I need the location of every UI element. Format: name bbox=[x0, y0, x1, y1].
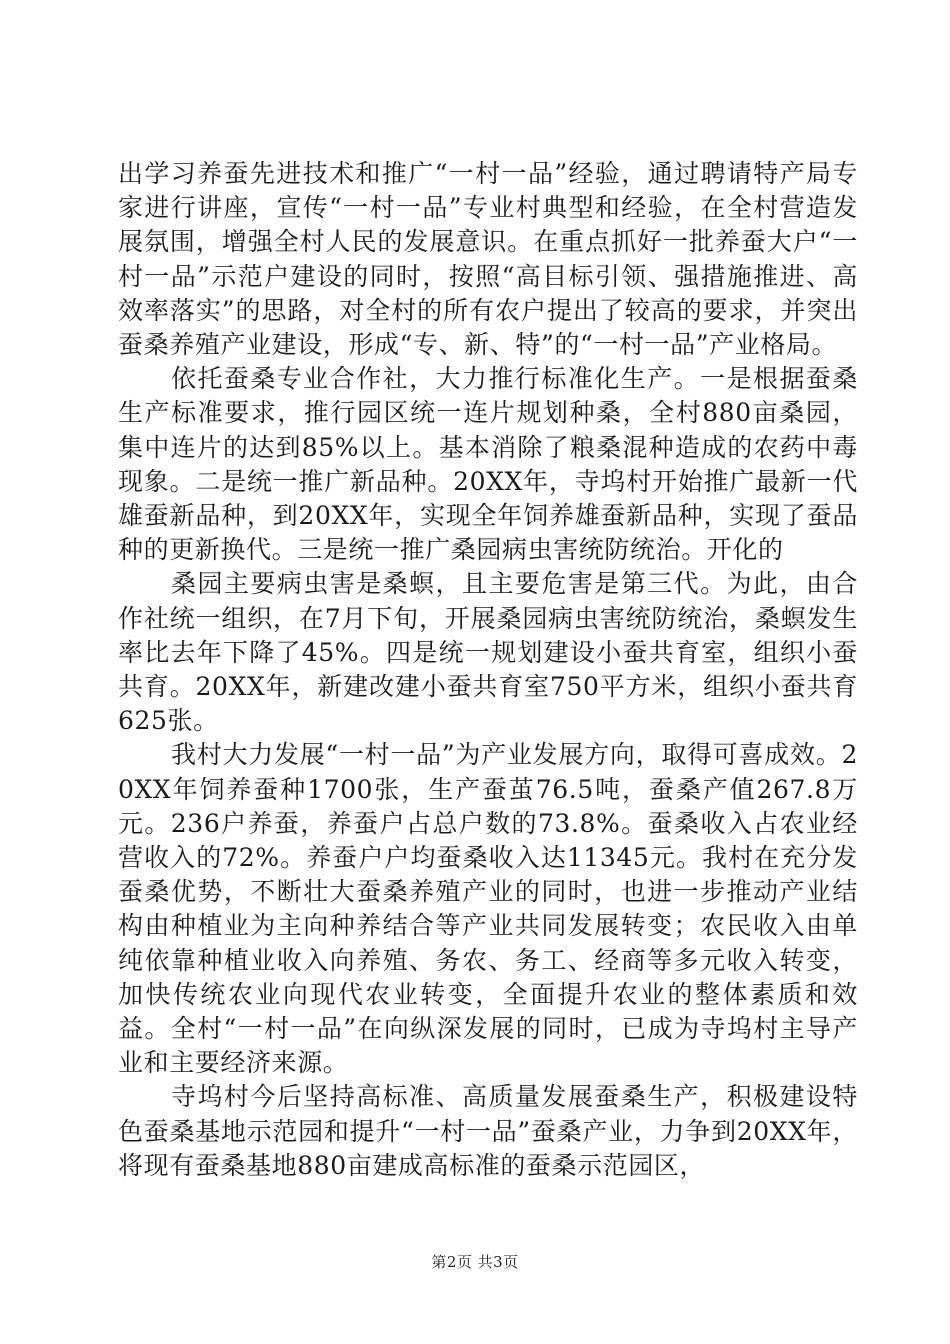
paragraph-4: 我村大力发展“一村一品”为产业发展方向，取得可喜成效。20XX年饲养蚕种1700张，生产蚕茧76.5吨，蚕桑产值267.8万元。236户养蚕，养蚕户占总户数的73.8%。蚕桑收入占农业经营收入的72%。养蚕户户均蚕桑收入达11345元。我村在充分发蚕桑优势，不断壮大蚕桑养殖产业的同时，也进一步推动产业结构由种植业为主向种养结合等产业共同发展转变；农民收入由单纯依靠种植业收入向养殖、务农、务工、经商等多元收入转变，加快传统农业向现代农业转变，全面提升农业的整体素质和效益。全村“一村一品”在向纵深发展的同时，已成为寺坞村主导产业和主要经济来源。 bbox=[118, 740, 858, 1078]
paragraph-1: 出学习养蚕先进技术和推广“一村一品”经验，通过聘请特产局专家进行讲座，宣传“一村一品”专业村典型和经验，在全村营造发展氛围，增强全村人民的发展意识。在重点抓好一批养蚕大户“一村一品”示范户建设的同时，按照“高目标引领、强措施推进、高效率落实”的思路，对全村的所有农户提出了较高的要求，并突出蚕桑养殖产业建设，形成“专、新、特”的“一村一品”产业格局。 bbox=[118, 159, 858, 360]
paragraph-5: 寺坞村今后坚持高标准、高质量发展蚕桑生产，积极建设特色蚕桑基地示范园和提升“一村一品”蚕桑产业，力争到20XX年，将现有蚕桑基地880亩建成高标准的蚕桑示范园区， bbox=[118, 1082, 858, 1180]
paragraph-3: 桑园主要病虫害是桑螟，且主要危害是第三代。为此，由合作社统一组织，在7月下旬，开展桑园病虫害统防统治，桑螟发生率比去年下降了45%。四是统一规划建设小蚕共育室，组织小蚕共育。20XX年，新建改建小蚕共育室750平方米，组织小蚕共育625张。 bbox=[118, 569, 858, 736]
page-number-footer: 第2页 共3页 bbox=[431, 1253, 519, 1271]
document-body bbox=[118, 157, 858, 1183]
paragraph-2: 依托蚕桑专业合作社，大力推行标准化生产。一是根据蚕桑生产标准要求，推行园区统一连片规划种桑，全村880亩桑园，集中连片的达到85%以上。基本消除了粮桑混种造成的农药中毒现象。二是统一推广新品种。20XX年，寺坞村开始推广最新一代雄蚕新品种，到20XX年，实现全年饲养雄蚕新品种，实现了蚕品种的更新换代。三是统一推广桑园病虫害统防统治。开化的 bbox=[118, 364, 858, 565]
